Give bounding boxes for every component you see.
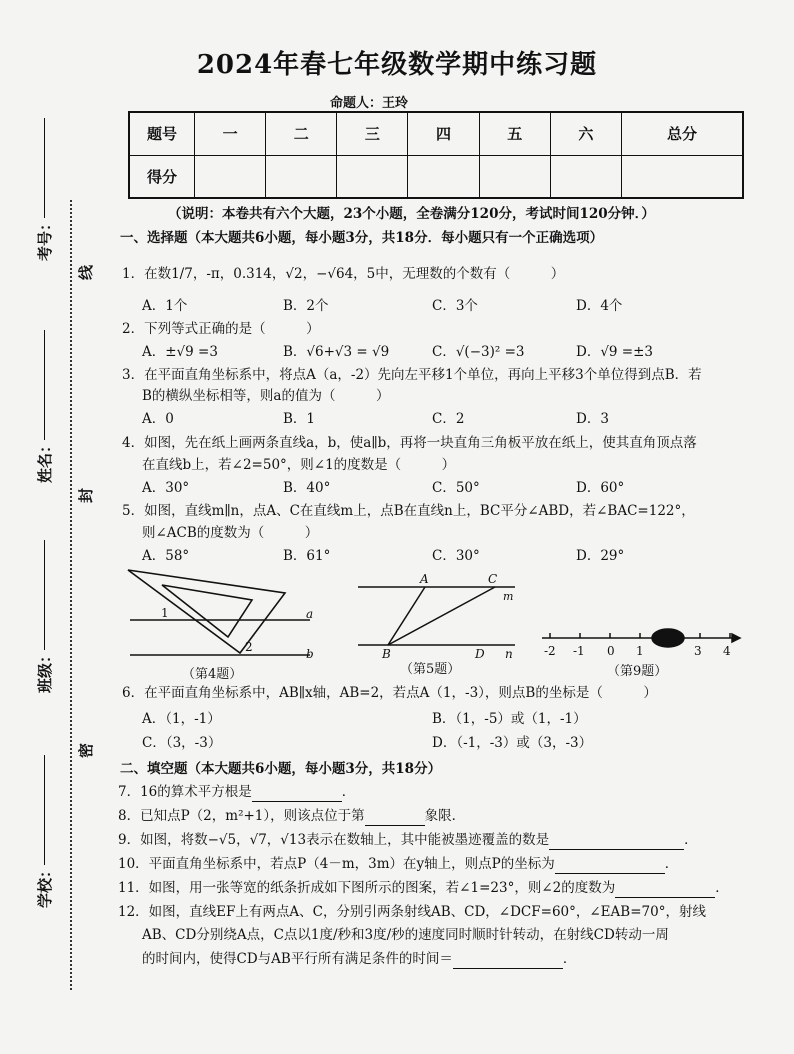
score-cell: 总分 (622, 112, 744, 155)
seal-mark-line: 线 (77, 264, 96, 281)
question-1: 1．在数1/7，-π，0.314，√2，−√64，5中，无理数的个数有（ ） (122, 266, 565, 282)
seal-dotted-line (70, 200, 72, 990)
q4-option-b[interactable]: B．40° (283, 480, 331, 496)
score-cell: 四 (408, 112, 479, 155)
score-input-cell[interactable] (266, 155, 337, 198)
q3-option-b[interactable]: B．1 (283, 411, 316, 427)
q12-answer-blank[interactable] (453, 950, 563, 969)
q2-option-c[interactable]: C．√(−3)² =3 (432, 344, 525, 360)
fig5-seg-bc (388, 587, 495, 645)
q11-text: 11．如图，用一张等宽的纸条折成如下图所示的图案，若∠1=23°，则∠2的度数为 (118, 880, 616, 896)
q4-option-c[interactable]: C．50° (432, 480, 480, 496)
q9-answer-blank[interactable] (549, 831, 684, 850)
fig4-label-b: b (306, 647, 314, 661)
q4-option-a[interactable]: A．30° (142, 480, 190, 496)
figure-4 (128, 570, 314, 661)
figure-5 (358, 572, 515, 661)
fig9-tick-label: -1 (573, 644, 585, 658)
score-input-cell[interactable] (550, 155, 621, 198)
fig9-arrow (732, 634, 740, 642)
question-12-line1: 12．如图，直线EF上有两点A、C，分别引两条射线AB、CD，∠DCF=60°，∠EAB=70°，射线 (118, 904, 706, 920)
q2-option-d[interactable]: D．√9 =±3 (576, 344, 654, 360)
q6-option-d[interactable]: D．（-1，-3）或（3，-3） (432, 735, 593, 751)
score-table-score-row (129, 155, 743, 198)
score-table (128, 111, 744, 199)
fig9-ink-blot (652, 629, 684, 647)
q1-option-a[interactable]: A．1个 (142, 298, 188, 314)
question-5-line1: 5．如图，直线m∥n，点A、C在直线m上，点B在直线n上，BC平分∠ABD，若∠BAC=122°， (122, 503, 695, 519)
exam-note: （说明：本卷共有六个大题，23个小题，全卷满分120分，考试时间120分钟．） (168, 206, 655, 222)
question-12-line2: AB、CD分别绕A点，C点以1度/秒和3度/秒的速度同时顺时针转动，在射线CD转动一周 (142, 927, 669, 943)
question-3-line1: 3．在平面直角坐标系中，将点A（a，-2）先向左平移1个单位，再向上平移3个单位得到点B．若 (122, 367, 702, 383)
score-table-header-row (129, 112, 743, 155)
q10-answer-blank[interactable] (555, 855, 665, 874)
fig5-caption: （第5题） (400, 662, 461, 677)
score-cell: 题号 (129, 112, 195, 155)
q10-text: 10．平面直角坐标系中，若点P（4－m，3m）在y轴上，则点P的坐标为 (118, 856, 555, 872)
q4-option-d[interactable]: D．60° (576, 480, 625, 496)
q3-option-c[interactable]: C．2 (432, 411, 465, 427)
score-cell: 一 (195, 112, 266, 155)
q3-option-d[interactable]: D．3 (576, 411, 609, 427)
name-blank[interactable] (44, 330, 45, 440)
score-cell: 六 (550, 112, 621, 155)
q2-option-a[interactable]: A．±√9 =3 (142, 344, 218, 360)
score-input-cell[interactable] (337, 155, 408, 198)
q7-text: 7．16的算术平方根是 (118, 784, 252, 800)
fig4-label-a: a (306, 607, 314, 621)
fig5-label-c: C (488, 572, 498, 586)
fig9-tick-labels (544, 644, 731, 658)
score-cell: 二 (266, 112, 337, 155)
section1-heading: 一、选择题（本大题共6小题，每小题3分，共18分．每小题只有一个正确选项） (120, 230, 604, 246)
exam-number-blank[interactable] (44, 118, 45, 218)
question-9: 9．如图，将数−√5，√7，√13表示在数轴上，其中能被墨迹覆盖的数是 ． (118, 832, 698, 848)
question-7: 7．16的算术平方根是 ． (118, 784, 356, 800)
q7-answer-blank[interactable] (252, 783, 342, 802)
seal-mark-secret: 密 (77, 742, 96, 759)
fig5-label-a: A (420, 572, 429, 586)
q5-option-c[interactable]: C．30° (432, 548, 480, 564)
question-8 (118, 807, 465, 826)
fig9-caption: （第9题） (607, 664, 668, 679)
class-label: 班级： (36, 647, 55, 694)
q6-option-a[interactable]: A．（1，-1） (142, 711, 221, 727)
seal-mark-seal: 封 (77, 487, 96, 504)
question-4-line1: 4．如图，先在纸上画两条直线a，b，使a∥b，再将一块直角三角板平放在纸上，使其直角顶点落 (122, 435, 697, 451)
q5-option-a[interactable]: A．58° (142, 548, 190, 564)
q1-option-b[interactable]: B．2个 (283, 298, 329, 314)
school-label: 学校： (36, 862, 55, 909)
score-cell: 三 (337, 112, 408, 155)
q8-text-end: 象限． (424, 808, 466, 824)
q9-text: 9．如图，将数−√5，√7，√13表示在数轴上，其中能被墨迹覆盖的数是 (118, 832, 550, 848)
q6-option-b[interactable]: B．（1，-5）或（1，-1） (432, 711, 587, 727)
question-4-line2: 在直线b上，若∠2=50°，则∠1的度数是（ ） (142, 457, 456, 473)
fig9-tick-label: 0 (607, 644, 615, 658)
question-11: 11．如图，用一张等宽的纸条折成如下图所示的图案，若∠1=23°，则∠2的度数为 ． (118, 880, 729, 896)
class-blank[interactable] (44, 540, 45, 650)
question-3-line2: B的横纵坐标相等，则a的值为（ ） (142, 388, 390, 404)
q8-text: 8．已知点P（2，m²+1），则该点位于第 (118, 808, 365, 824)
q1-option-d[interactable]: D．4个 (576, 298, 623, 314)
school-blank[interactable] (44, 755, 45, 865)
fig9-tick-label: 1 (636, 644, 644, 658)
section2-heading: 二、填空题（本大题共6小题，每小题3分，共18分） (120, 761, 442, 777)
fig9-tick-label: -2 (544, 644, 556, 658)
fig5-label-b: B (382, 647, 391, 661)
score-input-cell[interactable] (195, 155, 266, 198)
score-input-cell[interactable] (479, 155, 550, 198)
q11-answer-blank[interactable] (615, 879, 715, 898)
fig9-tick-label: 3 (694, 644, 702, 658)
q5-option-d[interactable]: D．29° (576, 548, 625, 564)
page-title: 2024年春七年级数学期中练习题 (196, 50, 598, 80)
fig5-label-n: n (505, 647, 513, 661)
fig5-label-d: D (475, 647, 485, 661)
score-cell: 五 (479, 112, 550, 155)
score-input-cell[interactable] (408, 155, 479, 198)
question-6: 6．在平面直角坐标系中，AB∥x轴，AB=2，若点A（1，-3），则点B的坐标是（ ） (122, 685, 657, 701)
question-2: 2．下列等式正确的是（ ） (122, 321, 320, 337)
q5-option-b[interactable]: B．61° (283, 548, 331, 564)
author-line: 命题人：王玲 (330, 96, 409, 111)
fig5-label-m: m (503, 590, 514, 603)
fig4-label-2: 2 (245, 640, 253, 654)
q3-option-a[interactable]: A．0 (142, 411, 174, 427)
fig4-caption: （第4题） (182, 667, 243, 682)
exam-number-label: 考号： (36, 215, 55, 262)
score-cell: 得分 (129, 155, 195, 198)
fig9-tick-label: 4 (723, 644, 731, 658)
question-12-line3: 的时间内，使得CD与AB平行所有满足条件的时间＝ ． (142, 951, 577, 967)
fig4-label-1: 1 (161, 606, 169, 620)
question-5-line2: 则∠ACB的度数为（ ） (142, 525, 319, 541)
score-input-cell[interactable] (622, 155, 744, 198)
fig4-triangle-outer (128, 570, 285, 653)
figures-row (120, 565, 760, 685)
q6-option-c[interactable]: C．（3，-3） (142, 735, 222, 751)
fig5-seg-ba (388, 587, 425, 645)
name-label: 姓名： (36, 437, 55, 484)
q1-option-c[interactable]: C．3个 (432, 298, 478, 314)
q8-answer-blank[interactable] (365, 807, 425, 826)
question-10: 10．平面直角坐标系中，若点P（4－m，3m）在y轴上，则点P的坐标为 ． (118, 856, 679, 872)
q12-text: 的时间内，使得CD与AB平行所有满足条件的时间＝ (142, 951, 453, 967)
q2-option-b[interactable]: B．√6+√3 = √9 (283, 344, 390, 360)
